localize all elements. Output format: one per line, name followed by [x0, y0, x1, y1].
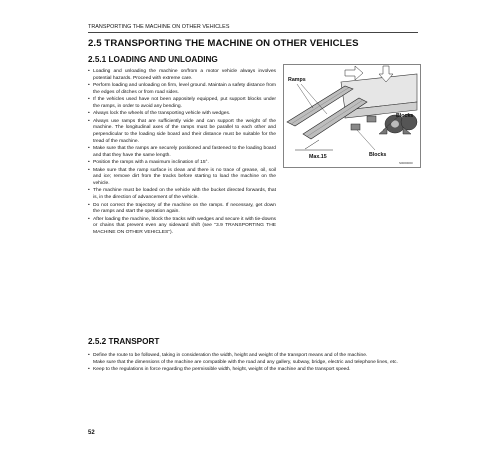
support-block	[351, 124, 360, 130]
support-block	[367, 116, 376, 122]
list-item: • Make sure that the ramp surface is clean and there is no trace of grease, oil, soil and ice; remove dirt from the tracks before starting to load the machine on the vehicle.	[88, 168, 276, 188]
figure-label-angle: Max.15	[309, 154, 327, 160]
list-item: • Keep to the regulations in force regarding the permissible width, height, weight of the machine and the transport speed.	[88, 367, 420, 374]
figure-label-blocks-bottom: Blocks	[369, 152, 387, 158]
transport-bullet-line: Make sure that the dimensions of the machine are compatible with the road and any gallery, subway, bridge, electric and telephone lines, etc.	[93, 359, 398, 365]
list-item: • Do not correct the trajectory of the machine on the ramps. If necessary, get down the ramps and start the operation again.	[88, 203, 276, 216]
figure-code: S0000000	[399, 161, 413, 165]
list-item: • Position the ramps with a maximum inclination of 15°.	[88, 160, 276, 167]
figure-label-ramps: Ramps	[288, 77, 306, 83]
list-item: • Loading and unloading the machine on/from a motor vehicle always involves potential hazards. Proceed with extreme care.	[88, 69, 276, 82]
list-item: • If the vehicles used have not been appositely equipped, put support blocks under the ramps, in order to avoid any bending.	[88, 97, 276, 110]
figure-label-blocks-right: Blocks	[396, 113, 414, 119]
running-header: TRANSPORTING THE MACHINE ON OTHER VEHICLES	[88, 24, 418, 33]
loading-bullet-list	[88, 69, 276, 237]
transport-bullet-line: • Define the route to be followed, taking in consideration the width, height and weight of the transport means and of the machine.	[93, 353, 368, 358]
subsection-title-transport: 2.5.2 TRANSPORT	[88, 337, 160, 346]
transport-bullet-list	[88, 353, 420, 374]
list-item: • Perform loading and unloading on firm, level ground. Maintain a safety distance from the edges of ditches or from road sides.	[88, 83, 276, 96]
list-item	[88, 353, 420, 366]
list-item: • Make sure that the ramps are securely positioned and fastened to the loading board and that they have the same length.	[88, 146, 276, 159]
list-item: • The machine must be loaded on the vehicle with the bucket directed forwards, that is, in the direction of advancement of the vehicle.	[88, 188, 276, 201]
subsection-title-loading: 2.5.1 LOADING AND UNLOADING	[88, 55, 218, 64]
list-item: • Always lock the wheels of the transporting vehicle with wedges.	[88, 111, 276, 118]
page-number: 52	[88, 430, 95, 436]
ramp-illustration	[283, 64, 421, 168]
list-item: • Always use ramps that are sufficiently wide and can support the weight of the machine. The longitudinal axes of the ramps must be parallel to each other and perpendicular to the loading side board and their distance must be suitable for the tread of the machine.	[88, 119, 276, 146]
section-title: 2.5 TRANSPORTING THE MACHINE ON OTHER VEHICLES	[88, 38, 359, 49]
list-item: • After loading the machine, block the tracks with wedges and secure it with tie-downs or chains that prevent even any sideward shift (see "3.9 TRANSPORTING THE MACHINE ON OTHER VEHICLES").	[88, 217, 276, 237]
